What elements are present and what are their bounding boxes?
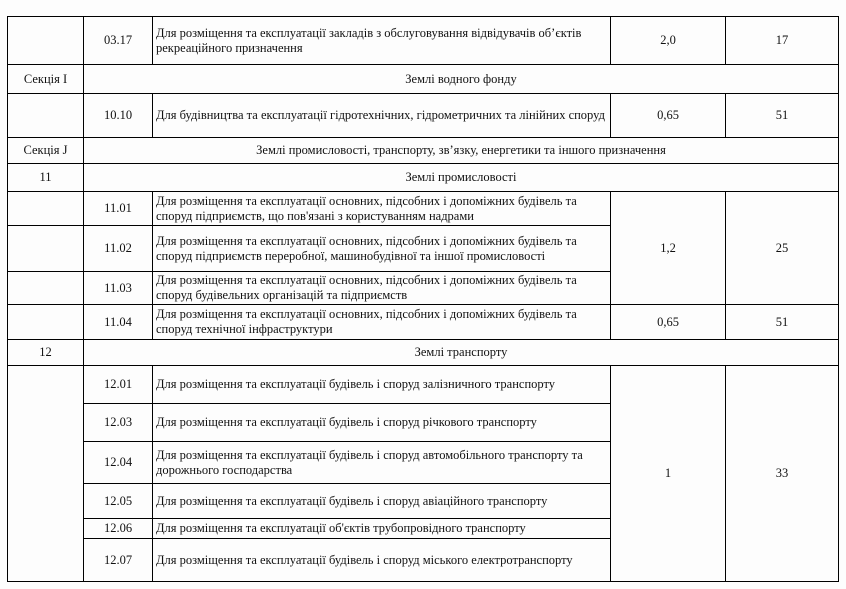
- value-cell: 0,65: [611, 94, 726, 138]
- description-cell: Для будівництва та експлуатації гідротехнічних, гідрометричних та лінійних споруд: [153, 94, 611, 138]
- code-cell: 12.03: [84, 404, 153, 442]
- section-row: [8, 138, 839, 164]
- description-cell: Для розміщення та експлуатації закладів з обслуговування відвідувачів об’єктів рекреаційного призначення: [153, 17, 611, 65]
- code-cell: 12.07: [84, 539, 153, 582]
- section-cell: [8, 272, 84, 305]
- section-cell-merged: [8, 366, 84, 582]
- section-label-cell: Землі водного фонду: [84, 65, 839, 94]
- code-cell: 11.02: [84, 226, 153, 272]
- section-row: [8, 340, 839, 366]
- section-row: [8, 164, 839, 192]
- value2-cell: 51: [726, 94, 839, 138]
- section-cell: Секція I: [8, 65, 84, 94]
- code-cell: 12.05: [84, 484, 153, 519]
- value2-cell: 17: [726, 17, 839, 65]
- code-cell: 11.03: [84, 272, 153, 305]
- section-label-cell: Землі промисловості, транспорту, зв’язку, енергетики та іншого призначення: [84, 138, 839, 164]
- code-cell: 11.01: [84, 192, 153, 226]
- value-cell: 2,0: [611, 17, 726, 65]
- section-cell: 12: [8, 340, 84, 366]
- section-cell: [8, 17, 84, 65]
- section-cell: [8, 305, 84, 340]
- code-cell: 03.17: [84, 17, 153, 65]
- description-cell: Для розміщення та експлуатації будівель і споруд міського електротранспорту: [153, 539, 611, 582]
- value-cell: 0,65: [611, 305, 726, 340]
- description-cell: Для розміщення та експлуатації основних, підсобних і допоміжних будівель та споруд підприємств, що пов'язані з користуванням надрами: [153, 192, 611, 226]
- section-label-cell: Землі транспорту: [84, 340, 839, 366]
- description-cell: Для розміщення та експлуатації основних, підсобних і допоміжних будівель та споруд підприємств переробної, машинобудівної та іншої промисловості: [153, 226, 611, 272]
- code-cell: 11.04: [84, 305, 153, 340]
- description-cell: Для розміщення та експлуатації будівель і споруд річкового транспорту: [153, 404, 611, 442]
- code-cell: 12.04: [84, 442, 153, 484]
- description-cell: Для розміщення та експлуатації об'єктів трубопровідного транспорту: [153, 519, 611, 539]
- section-cell: [8, 192, 84, 226]
- value-cell-merged: 1,2: [611, 192, 726, 305]
- section-cell: Секція J: [8, 138, 84, 164]
- section-cell: [8, 226, 84, 272]
- value2-cell-merged: 33: [726, 366, 839, 582]
- code-cell: 12.06: [84, 519, 153, 539]
- description-cell: Для розміщення та експлуатації будівель і споруд автомобільного транспорту та дорожнього господарства: [153, 442, 611, 484]
- value2-cell: 51: [726, 305, 839, 340]
- description-cell: Для розміщення та експлуатації основних, підсобних і допоміжних будівель та споруд будівельних організацій та підприємств: [153, 272, 611, 305]
- land-use-table: [7, 16, 839, 582]
- section-cell: 11: [8, 164, 84, 192]
- description-cell: Для розміщення та експлуатації основних, підсобних і допоміжних будівель та споруд технічної інфраструктури: [153, 305, 611, 340]
- description-cell: Для розміщення та експлуатації будівель і споруд залізничного транспорту: [153, 366, 611, 404]
- section-label-cell: Землі промисловості: [84, 164, 839, 192]
- table-row: [8, 17, 839, 65]
- table-row: [8, 305, 839, 340]
- table-row: [8, 192, 839, 226]
- code-cell: 12.01: [84, 366, 153, 404]
- section-row: [8, 65, 839, 94]
- section-cell: [8, 94, 84, 138]
- table-row: [8, 94, 839, 138]
- description-cell: Для розміщення та експлуатації будівель і споруд авіаційного транспорту: [153, 484, 611, 519]
- value-cell-merged: 1: [611, 366, 726, 582]
- table-row: [8, 366, 839, 404]
- code-cell: 10.10: [84, 94, 153, 138]
- value2-cell-merged: 25: [726, 192, 839, 305]
